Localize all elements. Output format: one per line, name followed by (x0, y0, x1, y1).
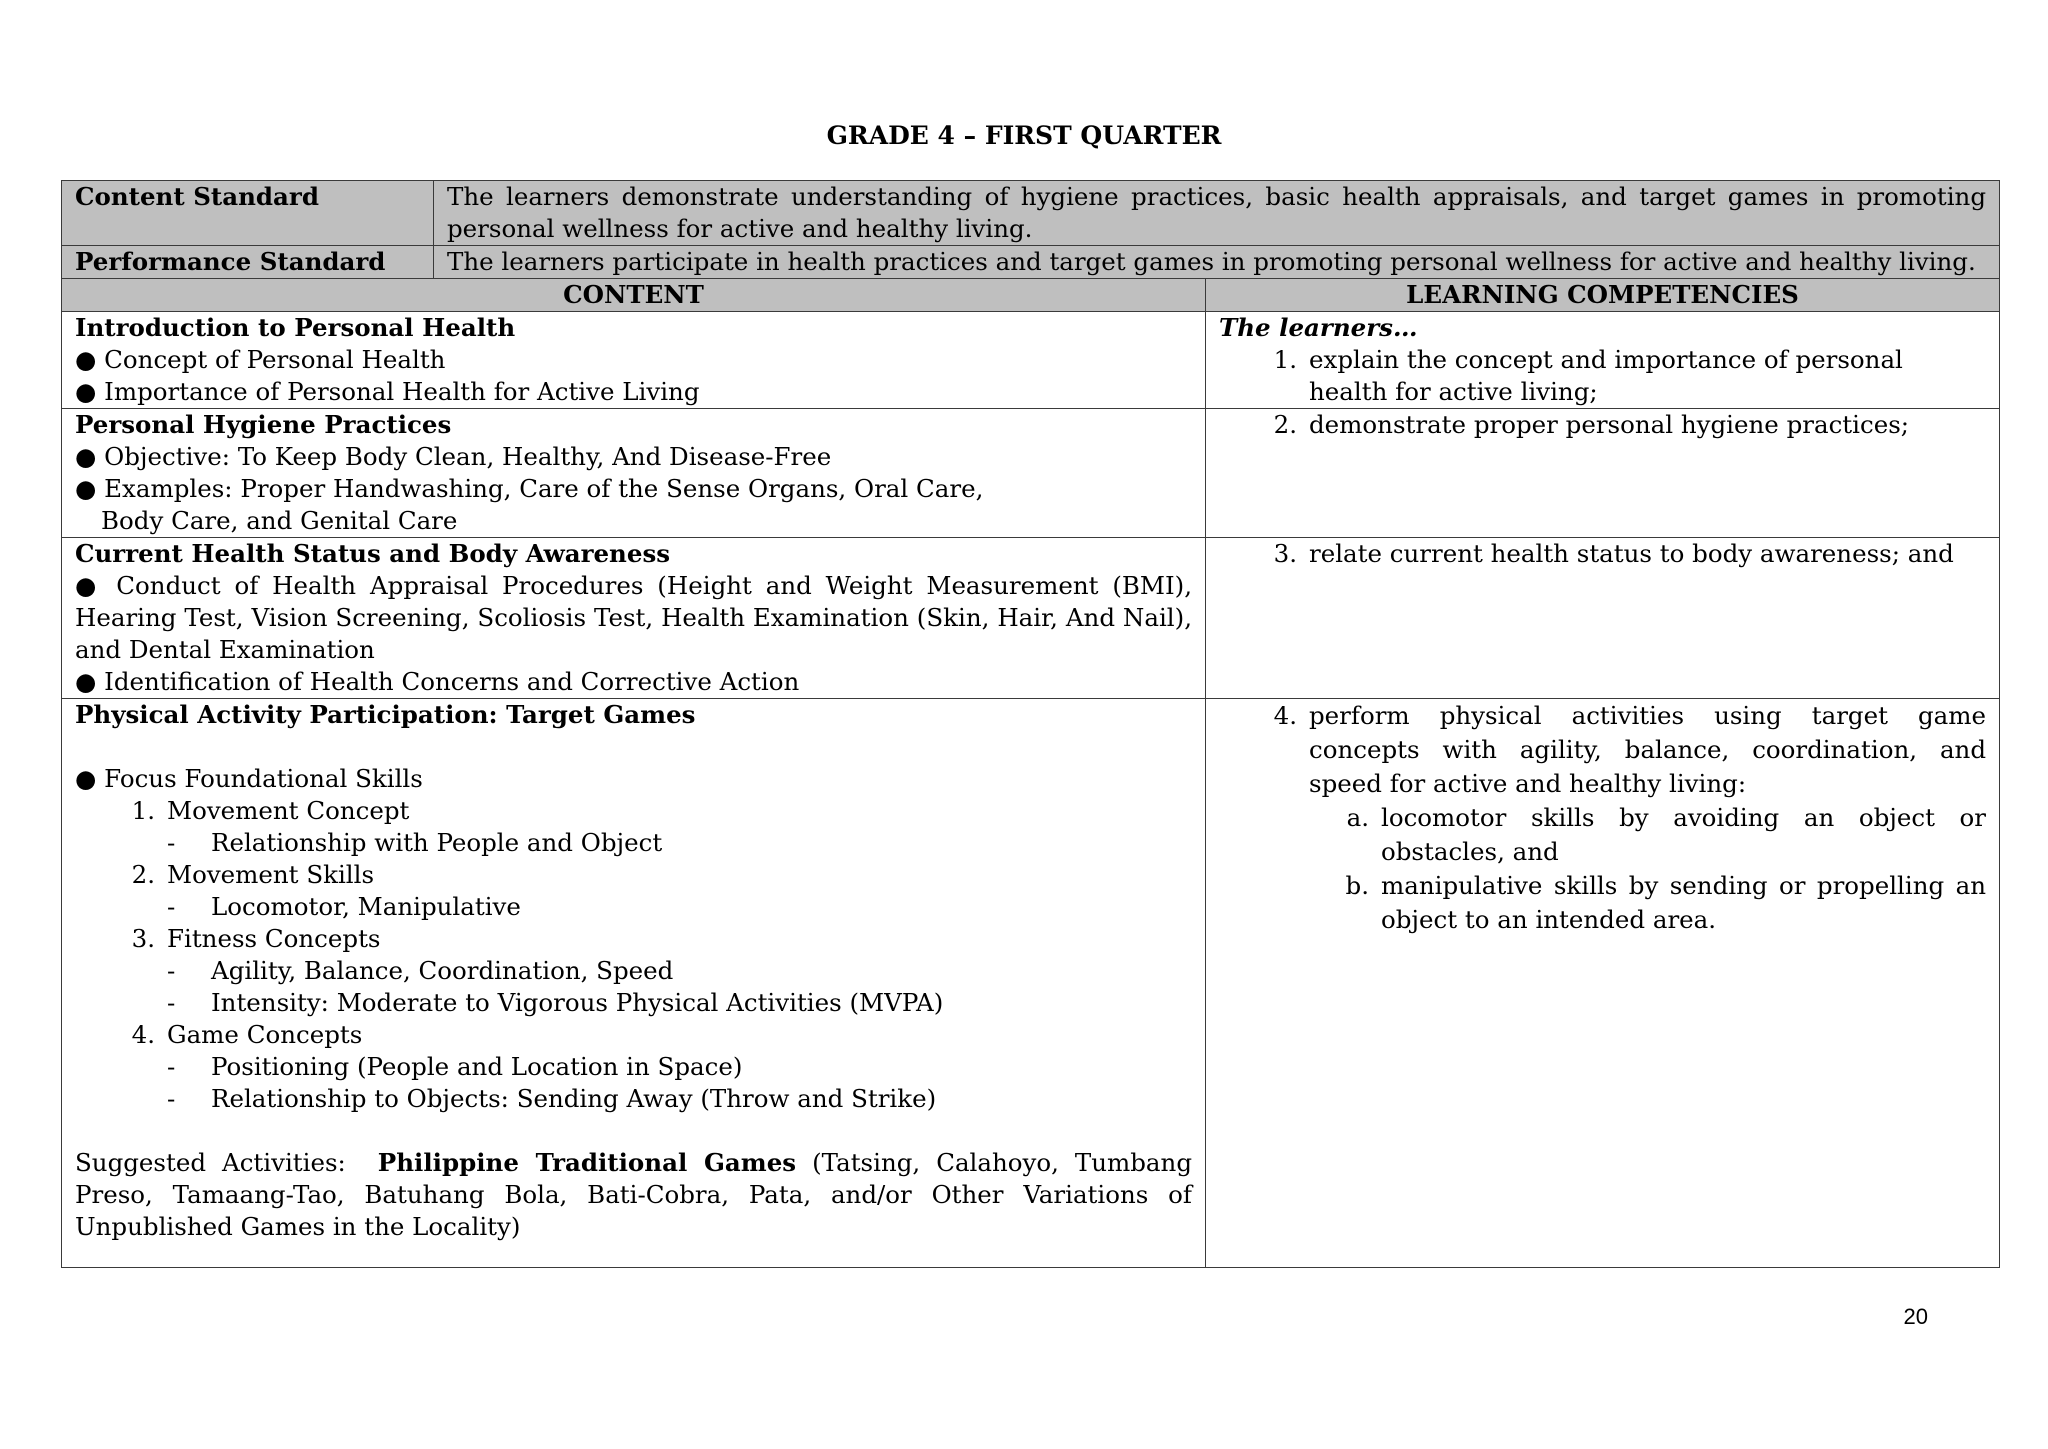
competencies-header: LEARNING COMPETENCIES (1206, 279, 2000, 312)
content-header: CONTENT (62, 279, 1206, 312)
skill-number: 2. (131, 860, 155, 889)
competency-item (1219, 538, 1986, 570)
section-heading: Introduction to Personal Health (75, 313, 516, 342)
subitem-text: locomotor skills by avoiding an object or obstacles, and (1381, 803, 1987, 866)
curriculum-table (61, 180, 2000, 1268)
dash-marker: - (167, 956, 176, 985)
page-number: 20 (1903, 1304, 1928, 1329)
skill-detail (75, 1051, 1192, 1083)
skill-detail (75, 827, 1192, 859)
skill-number: 4. (131, 1020, 155, 1049)
skill-number: 1. (131, 796, 155, 825)
bullet-item: ● Objective: To Keep Body Clean, Healthy, And Disease-Free (75, 442, 832, 471)
competency-number: 1. (1273, 345, 1297, 374)
competency-subitem (1219, 801, 1986, 869)
competency-cell (1206, 538, 2000, 699)
skill-detail (75, 955, 1192, 987)
competency-number: 2. (1273, 410, 1297, 439)
content-cell (62, 409, 1206, 538)
skill-detail (75, 987, 1192, 1019)
skill-detail-text: Relationship with People and Object (211, 828, 663, 857)
skill-detail-text: Agility, Balance, Coordination, Speed (211, 956, 674, 985)
table-row (62, 699, 2000, 1268)
performance-standard-row (62, 246, 2000, 279)
competency-text: explain the concept and importance of personal health for active living; (1309, 345, 1903, 406)
skill-label: Movement Concept (167, 796, 410, 825)
dash-marker: - (167, 1052, 176, 1081)
table-row (62, 409, 2000, 538)
bullet-item: ● Conduct of Health Appraisal Procedures (Height and Weight Measurement (BMI), Hearing Test, Vision Screening, Scoliosis Test, Health Examination (Skin, Hair, And Nail), and Dental Examination (75, 571, 1192, 664)
skill-detail (75, 891, 1192, 923)
competency-subitem (1219, 869, 1986, 937)
learners-lead: The learners… (1219, 313, 1418, 342)
skill-detail-text: Relationship to Objects: Sending Away (Throw and Strike) (211, 1084, 937, 1113)
competency-cell (1206, 699, 2000, 1268)
skill-detail-text: Locomotor, Manipulative (211, 892, 521, 921)
bullet-item: ● Focus Foundational Skills (75, 764, 423, 793)
competency-text: perform physical activities using target game concepts with agility, balance, coordination, and speed for active and healthy living: (1309, 701, 1987, 798)
subitem-text: manipulative skills by sending or propelling an object to an intended area. (1381, 871, 1987, 934)
section-heading: Personal Hygiene Practices (75, 410, 452, 439)
competency-item (1219, 699, 1986, 801)
subitem-letter: b. (1345, 871, 1369, 900)
competency-item (1219, 409, 1986, 441)
skill-detail-text: Intensity: Moderate to Vigorous Physical Activities (MVPA) (211, 988, 944, 1017)
subitem-letter: a. (1346, 803, 1369, 832)
suggested-games-list: (Tatsing, Calahoyo, Tumbang Preso, Tamaang-Tao, Batuhang Bola, Bati-Cobra, Pata, and/or Other Variations of Unpublished Games in the Locality) (75, 1148, 1193, 1241)
competency-item (1219, 344, 1986, 408)
skill-number: 3. (131, 924, 155, 953)
bullet-continuation: Body Care, and Genital Care (101, 506, 458, 535)
content-cell (62, 538, 1206, 699)
content-standard-text: The learners demonstrate understanding of hygiene practices, basic health appraisals, and target games in promoting personal wellness for active and healthy living. (434, 181, 2000, 246)
competency-cell (1206, 312, 2000, 409)
dash-marker: - (167, 1084, 176, 1113)
competency-text: demonstrate proper personal hygiene practices; (1309, 410, 1910, 439)
content-cell (62, 699, 1206, 1268)
section-heading: Current Health Status and Body Awareness (75, 539, 671, 568)
bullet-item: ● Examples: Proper Handwashing, Care of the Sense Organs, Oral Care, (75, 474, 984, 503)
competency-cell (1206, 409, 2000, 538)
dash-marker: - (167, 828, 176, 857)
skill-detail-text: Positioning (People and Location in Space) (211, 1052, 743, 1081)
section-heading: Physical Activity Participation: Target Games (75, 700, 696, 729)
skill-item (75, 923, 1192, 955)
competency-number: 4. (1273, 701, 1297, 730)
content-standard-label: Content Standard (62, 181, 434, 246)
suggested-activities (75, 1147, 1192, 1243)
table-row (62, 538, 2000, 699)
table-row (62, 312, 2000, 409)
suggested-games-title: Philippine Traditional Games (377, 1148, 797, 1177)
skill-item (75, 859, 1192, 891)
skill-item (75, 795, 1192, 827)
suggested-prefix: Suggested Activities: (75, 1148, 346, 1177)
competency-text: relate current health status to body awareness; and (1309, 539, 1954, 568)
skill-label: Game Concepts (167, 1020, 363, 1049)
skill-item (75, 1019, 1192, 1051)
bullet-item: ● Concept of Personal Health (75, 345, 446, 374)
bullet-item: ● Importance of Personal Health for Active Living (75, 377, 700, 406)
skill-detail (75, 1083, 1192, 1115)
column-header-row (62, 279, 2000, 312)
content-cell (62, 312, 1206, 409)
performance-standard-label: Performance Standard (62, 246, 434, 279)
dash-marker: - (167, 988, 176, 1017)
page-title: GRADE 4 – FIRST QUARTER (826, 121, 1222, 150)
performance-standard-text: The learners participate in health practices and target games in promoting personal wellness for active and healthy living. (434, 246, 2000, 279)
content-standard-row (62, 181, 2000, 246)
dash-marker: - (167, 892, 176, 921)
competency-number: 3. (1273, 539, 1297, 568)
skill-label: Movement Skills (167, 860, 375, 889)
bullet-item: ● Identification of Health Concerns and Corrective Action (75, 667, 800, 696)
skill-label: Fitness Concepts (167, 924, 381, 953)
